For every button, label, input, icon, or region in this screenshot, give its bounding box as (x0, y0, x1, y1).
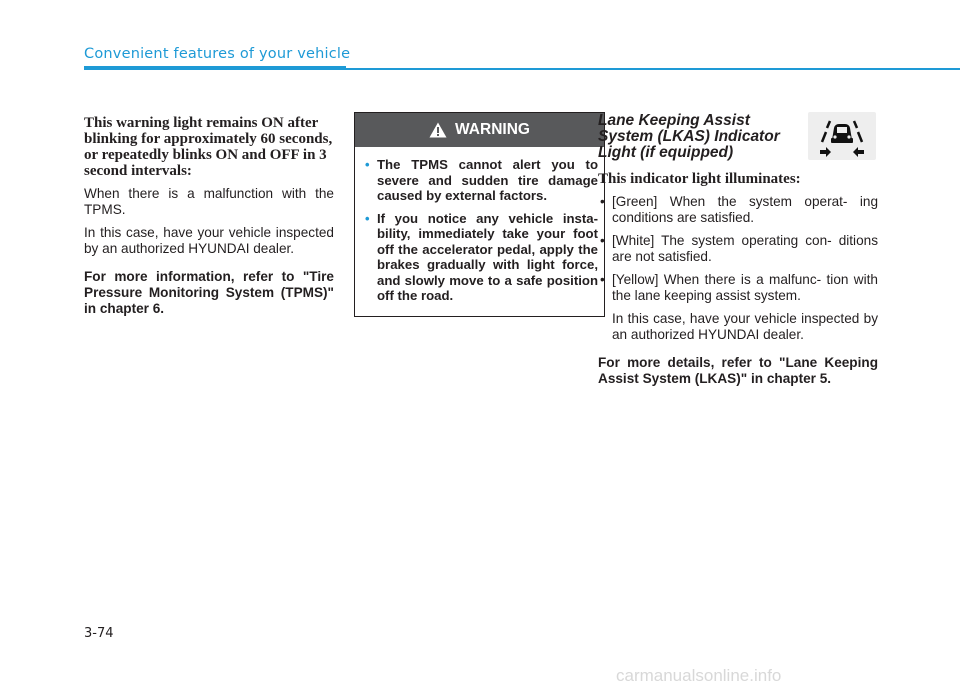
warning-box (354, 112, 605, 317)
watermark: carmanualsonline.info (616, 666, 782, 685)
warning-item-text: The TPMS cannot alert you to severe and sudden tire damage caused by external factors. (377, 157, 598, 203)
lkas-car-lanes-icon (808, 112, 876, 160)
lkas-bullet-item (598, 194, 878, 226)
bullet-icon: • (600, 272, 605, 287)
warning-header (355, 113, 604, 147)
lkas-bullet-item (598, 233, 878, 265)
lkas-bullet-text: [Yellow] When there is a malfunc- tion with the lane keeping assist system. (612, 272, 878, 303)
lkas-section-title: Lane Keeping Assist System (LKAS) Indicator Light (if equipped) (598, 112, 780, 161)
left-column (84, 115, 334, 317)
lkas-bullet-item (598, 272, 878, 304)
bullet-icon: • (600, 233, 605, 248)
warning-triangle-icon (429, 122, 447, 138)
tpms-condition-heading: This warning light remains ON after blinking for approximately 60 seconds, or repeatedly blinks ON and OFF in 3 second intervals: (84, 115, 333, 179)
bullet-icon: • (365, 210, 370, 226)
warning-list (355, 157, 604, 304)
bullet-icon: • (600, 194, 605, 209)
lkas-dealer-text: In this case, have your vehicle inspected by an authorized HYUNDAI dealer. (612, 311, 878, 342)
tpms-malfunction-text: When there is a malfunction with the TPMS. (84, 186, 334, 217)
header-rule-thin (346, 68, 960, 70)
lkas-bullet-list (598, 194, 878, 304)
warning-item (363, 157, 598, 204)
bullet-icon: • (365, 157, 370, 172)
lkas-subheading: This indicator light illuminates: (598, 171, 801, 187)
lkas-reference-text: For more details, refer to "Lane Keeping Assist System (LKAS)" in chapter 5. (598, 355, 878, 386)
page-header-title: Convenient features of your vehicle (84, 46, 351, 62)
page-number: 3-74 (84, 626, 114, 641)
header-rule-thick (84, 66, 346, 70)
warning-label: WARNING (455, 121, 530, 138)
tpms-dealer-text: In this case, have your vehicle inspected by an authorized HYUNDAI dealer. (84, 225, 334, 256)
lkas-bullet-text: [Green] When the system operat- ing conditions are satisfied. (612, 194, 878, 225)
warning-item (363, 211, 598, 304)
warning-item-text: If you notice any vehicle insta- bility, immediately take your foot off the accelerator pedal, apply the brakes gradually with light force, and slowly move to a safe position off the road. (377, 210, 598, 303)
tpms-reference-text: For more information, refer to "Tire Pressure Monitoring System (TPMS)" in chapter 6. (84, 269, 334, 316)
lkas-bullet-text: [White] The system operating con- ditions are not satisfied. (612, 233, 878, 264)
lkas-indicator-icon (808, 112, 876, 160)
